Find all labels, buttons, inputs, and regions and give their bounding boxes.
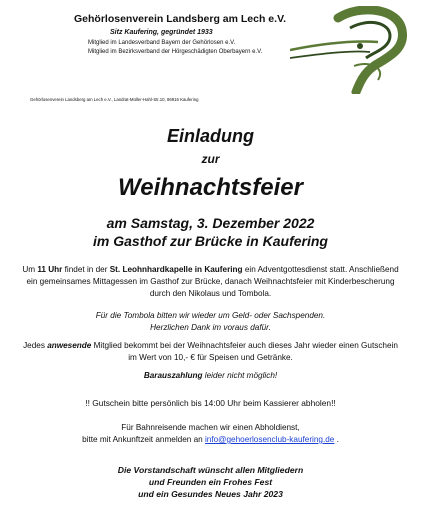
cash-rest: leider nicht möglich! xyxy=(202,371,278,380)
heading-einladung: Einladung xyxy=(167,126,254,146)
tombola-line2: Herzlichen Dank im voraus dafür. xyxy=(150,323,271,332)
p3-text-b: Mitglied bekommt bei der Weihnachtsfeier auch dieses Jahr wieder einen Gutschein im Wert von 10,- € für Speisen und Getränke. xyxy=(91,341,398,362)
cash-bold: Barauszahlung xyxy=(143,371,203,380)
p1-text-b: findet in der xyxy=(62,265,110,274)
membership-state: Mitglied im Landesverband Bayern der Gehörlosen e.V. xyxy=(88,40,236,46)
letterhead xyxy=(0,0,421,100)
event-date: am Samstag, 3. Dezember 2022 xyxy=(106,215,315,231)
heading-event: Weihnachtsfeier xyxy=(118,174,303,201)
voucher-pickup-note: !! Gutschein bitte persönlich bis 14:00 Uhr beim Kassierer abholen!! xyxy=(85,398,336,408)
heading-zur: zur xyxy=(201,152,220,166)
club-name: Gehörlosenverein Landsberg am Lech e.V. xyxy=(74,13,287,25)
pickup-line1: Für Bahnreisende machen wir einen Abholdienst, xyxy=(121,423,300,432)
sender-line: Gehörlosenverein Landsberg am Lech e.V., Landrat-Müller-Hahl-Str.10, 86916 Kaufering xyxy=(30,97,199,102)
tombola-paragraph xyxy=(20,310,401,334)
pickup-line2-text: bitte mit Ankunftzeit anmelden an xyxy=(82,435,205,444)
closing-line3: und ein Gesundes Neues Jahr 2023 xyxy=(138,489,283,499)
closing-greeting xyxy=(20,464,401,500)
p1-time: 11 Uhr xyxy=(37,265,63,274)
p1-text-c: ein Adventgottesdienst statt. Anschließend ein gemeinsames Mittagessen im Gasthof zur Brücke, danach Weihnachtsfeier mit Kinderbescherung durch den Nikolaus und Tombola. xyxy=(26,265,399,298)
p3-text-a: Jedes xyxy=(23,341,48,350)
event-place: im Gasthof zur Brücke in Kaufering xyxy=(93,233,328,249)
cash-note xyxy=(20,370,401,382)
closing-line1: Die Vorstandschaft wünscht allen Mitgliedern xyxy=(117,465,304,475)
pickup-service-paragraph xyxy=(20,422,401,446)
tombola-line1: Für die Tombola bitten wir wieder um Geld- oder Sachspenden. xyxy=(95,311,326,320)
club-seat: Sitz Kaufering, gegründet 1933 xyxy=(110,29,213,36)
p1-text-a: Um xyxy=(22,265,38,274)
membership-district: Mitglied im Bezirksverband der Hörgeschädigten Oberbayern e.V. xyxy=(88,49,263,55)
closing-line2: und Freunden ein Frohes Fest xyxy=(148,477,273,487)
email-link[interactable]: info@gehoerlosenclub-kaufering.de xyxy=(204,435,335,444)
pickup-line2-end: . xyxy=(334,435,339,444)
pickup-line2 xyxy=(20,434,401,446)
ear-logo-icon xyxy=(290,6,410,94)
p1-chapel: St. Leohnhardkapelle in Kaufering xyxy=(109,265,243,274)
p3-bold: anwesende xyxy=(47,341,92,350)
program-paragraph xyxy=(20,264,401,300)
voucher-paragraph xyxy=(20,340,401,364)
